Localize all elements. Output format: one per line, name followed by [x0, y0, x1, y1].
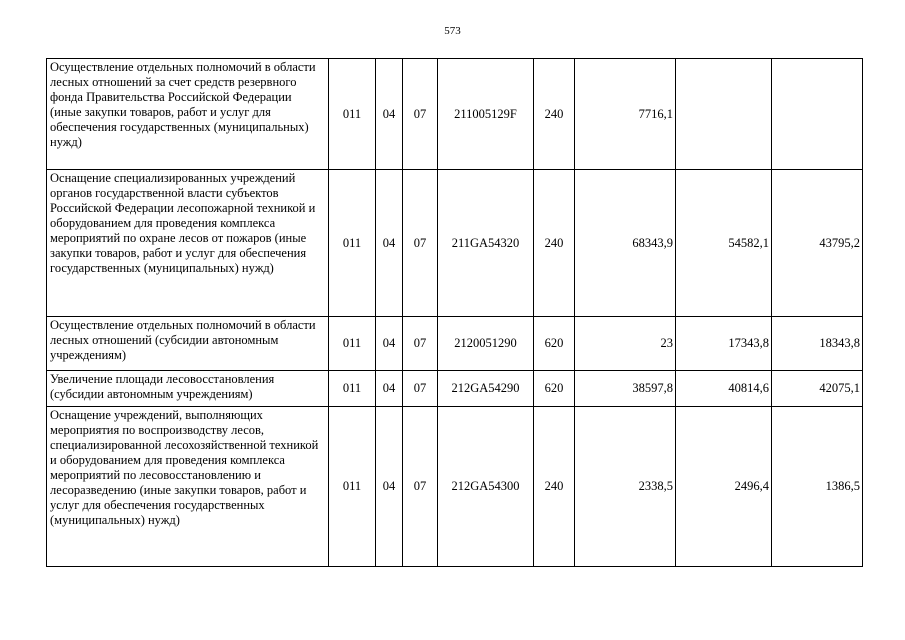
row-name-cell: Оснащение учреждений, выполняющих мероприятия по воспроизводству лесов, специализированной лесохозяйственной техникой и оборудованием для проведения комплекса мероприятий по лесовосстановлению и лесоразведению (иные закупки товаров, работ и услуг для обеспечения государственных (муниципальных) нужд)	[47, 407, 329, 567]
table-row	[47, 59, 863, 170]
table-row	[47, 407, 863, 567]
ministry-code-cell: 011	[329, 371, 376, 407]
expense-type-code-cell: 620	[534, 371, 575, 407]
section-code-cell: 04	[376, 59, 403, 170]
amount-year3-cell: 1386,5	[772, 407, 863, 567]
row-name-cell: Оснащение специализированных учреждений органов государственной власти субъектов Российской Федерации лесопожарной техникой и оборудованием для проведения комплекса мероприятий по охране лесов от пожаров (иные закупки товаров, работ и услуг для обеспечения государственных (муниципальных) нужд)	[47, 170, 329, 317]
section-code-cell: 04	[376, 317, 403, 371]
row-name-cell: Осуществление отдельных полномочий в области лесных отношений (субсидии автономным учреждениям)	[47, 317, 329, 371]
table-row	[47, 170, 863, 317]
target-article-code-cell: 211GA54320	[438, 170, 534, 317]
amount-year3-cell: 18343,8	[772, 317, 863, 371]
section-code-cell: 04	[376, 371, 403, 407]
ministry-code-cell: 011	[329, 317, 376, 371]
row-name-cell: Осуществление отдельных полномочий в области лесных отношений за счет средств резервного фонда Правительства Российской Федерации (иные закупки товаров, работ и услуг для обеспечения государственных (муниципальных) нужд)	[47, 59, 329, 170]
amount-year2-cell: 17343,8	[676, 317, 772, 371]
subsection-code-cell: 07	[403, 371, 438, 407]
expense-type-code-cell: 620	[534, 317, 575, 371]
target-article-code-cell: 212GA54290	[438, 371, 534, 407]
amount-year2-cell	[676, 59, 772, 170]
expense-type-code-cell: 240	[534, 170, 575, 317]
ministry-code-cell: 011	[329, 170, 376, 317]
ministry-code-cell: 011	[329, 59, 376, 170]
amount-year1-cell: 38597,8	[575, 371, 676, 407]
target-article-code-cell: 211005129F	[438, 59, 534, 170]
amount-year2-cell: 40814,6	[676, 371, 772, 407]
page-number: 573	[444, 25, 461, 37]
amount-year1-cell: 23	[575, 317, 676, 371]
section-code-cell: 04	[376, 407, 403, 567]
subsection-code-cell: 07	[403, 407, 438, 567]
subsection-code-cell: 07	[403, 59, 438, 170]
amount-year1-cell: 2338,5	[575, 407, 676, 567]
amount-year3-cell: 42075,1	[772, 371, 863, 407]
table-row	[47, 371, 863, 407]
amount-year2-cell: 2496,4	[676, 407, 772, 567]
row-name-cell: Увеличение площади лесовосстановления (субсидии автономным учреждениям)	[47, 371, 329, 407]
amount-year3-cell: 43795,2	[772, 170, 863, 317]
expense-type-code-cell: 240	[534, 59, 575, 170]
expense-type-code-cell: 240	[534, 407, 575, 567]
amount-year1-cell: 68343,9	[575, 170, 676, 317]
budget-table	[46, 58, 863, 567]
subsection-code-cell: 07	[403, 170, 438, 317]
target-article-code-cell: 212GA54300	[438, 407, 534, 567]
table-row	[47, 317, 863, 371]
amount-year3-cell	[772, 59, 863, 170]
ministry-code-cell: 011	[329, 407, 376, 567]
amount-year2-cell: 54582,1	[676, 170, 772, 317]
amount-year1-cell: 7716,1	[575, 59, 676, 170]
target-article-code-cell: 2120051290	[438, 317, 534, 371]
subsection-code-cell: 07	[403, 317, 438, 371]
section-code-cell: 04	[376, 170, 403, 317]
